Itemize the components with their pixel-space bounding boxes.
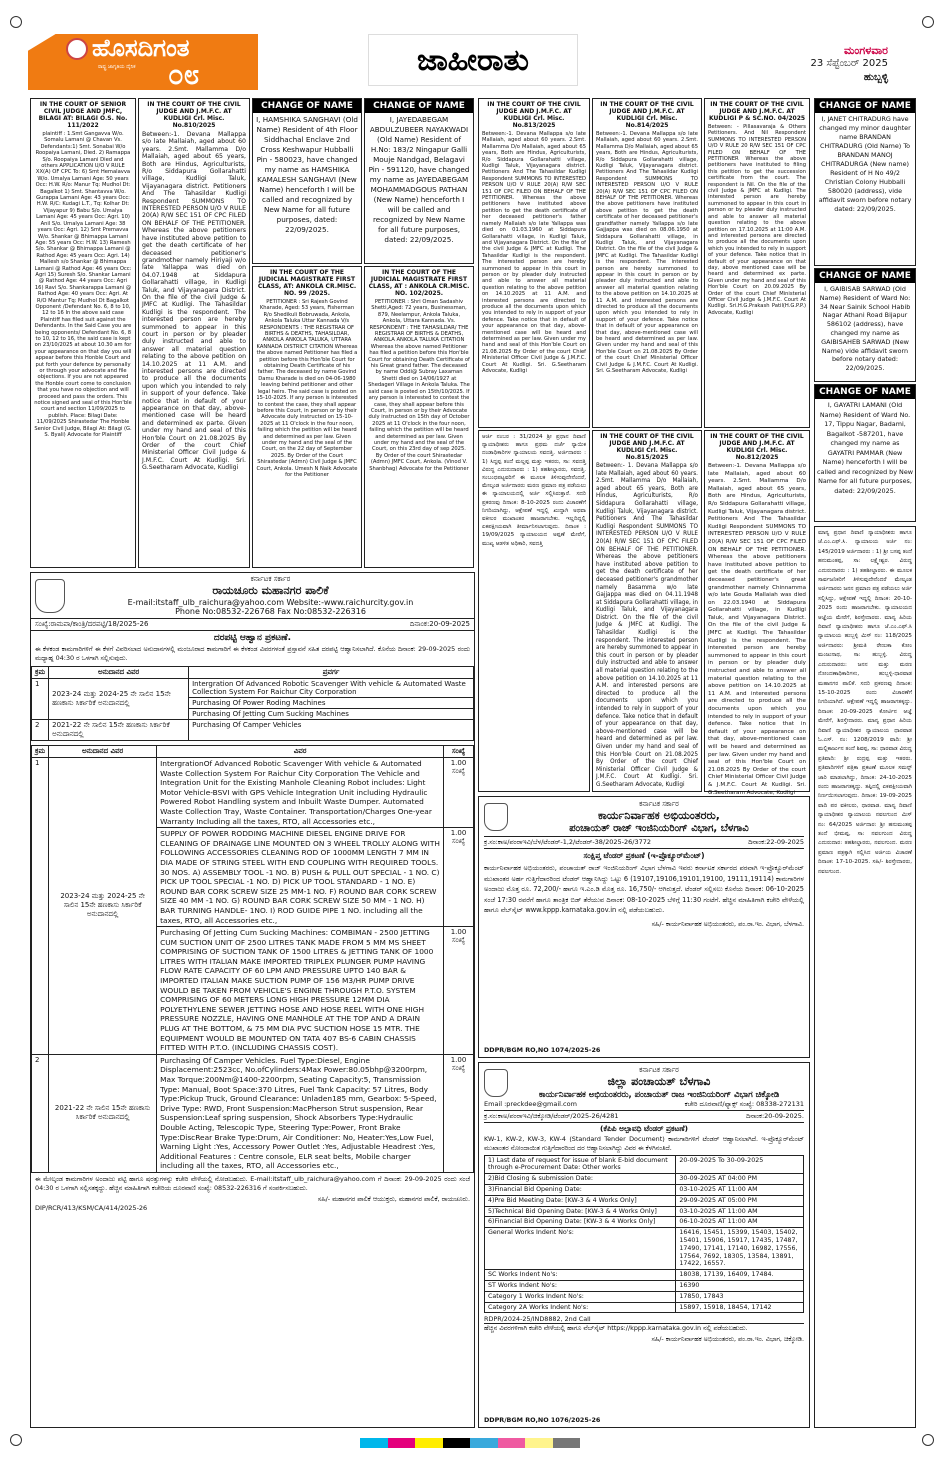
col-header: ಕ್ರಮ — [32, 667, 49, 679]
gov-label: ಕರ್ನಾಟಕ ಸರ್ಕಾರ — [639, 1066, 679, 1074]
karnataka-emblem-icon — [484, 803, 508, 831]
change-body: I, GAYATRI LAMANI (Old Name) Resident of Ward No. 17, Tippu Nagar, Badami, Bagalkot -587201, have changed my name as GAYATRI PAMMAR (New Name) henceforth I will be called and recognized by New Name for all future purposes, dated: 22/09/2025. — [817, 401, 913, 495]
gov-label: ಕರ್ನಾಟಕ ಸರ್ಕಾರ — [639, 800, 679, 808]
ref-number: ಕ್ರ.ಸಂ:ಕಾಅ/ಪಂರಾಇವಿ/ಚಿಕ್ಕೋಡಿ/ಟೆಂಡರ್/2025-26/4281 — [484, 1112, 619, 1120]
notice-title: IN THE COURT OF THE CIVIL JUDGE AND J.M.F.C. AT KUDLIGI Crl. Misc. No.814/2025 — [600, 101, 694, 129]
change-body: I, HAMSHIKA SANGHAVI (Old Name) Resident of 4th Floor Siddhachal Enclave 2nd Cross Keshwapur Hubballi Pin - 580023, have changed my name as HAMSHIKA KAMALESH SANGHAVI (New Name) henceforth I will be called and recognized by New Name for all future purposes, dated: 22/09/2025. — [256, 115, 358, 234]
cell: 29-09-2025 AT 05:00 PM — [676, 1195, 804, 1206]
signer: ಸಹಿ/- ಕಾರ್ಯನಿರ್ವಾಹಕ ಅಭಿಯಂತರರು, ಪಂ.ರಾ.ಇಂ. ವಿಭಾಗ, ಬೆಳಗಾವಿ. — [651, 919, 804, 928]
col-header: ಅನುದಾನದ ವಿವರ — [49, 746, 157, 758]
change-of-name-gaibisab — [814, 268, 916, 382]
notice-intro: ಈ ಕೆಳಕಂಡ ಕಾಮಗಾರಿಗಳಿಗೆ ಈ ಕೆಳಗೆ ವಿವರಿಸಲಾದ ಅನುದಾನಗಳಲ್ಲಿ ಮಂಜೂರಾದ ಕಾಮಗಾರಿಗೆ ಈ ಕೆಳಕಂಡ ವಿವರಗಳಂತೆ ಪ್ರಸ್ತಾವನೆ ಸಹಿತ ದರಪಟ್ಟಿ ಆಹ್ವಾನಿಸಲಾಗಿದೆ. ಕೊನೆಯ ದಿನಾಂಕ: 29-09-2025 ರಂದು ಮಧ್ಯಾಹ್ನ 04:30 ರ ಒಳಗಾಗಿ ಸಲ್ಲಿಸುವುದು. — [35, 645, 470, 662]
cell: Purchasing Of Camper Vehicles. Fuel Type:Diesel, Engine Displacement:2523cc, No.ofCylinders:4Max Power:80.05bhp@3200rpm, Max Torque:200Nm@1400-2200rpm, Seating Capacity:5, Transmission Type: Manual, Boot Space:370 Litres, Fuel Tank Capacity: 57 Litres, Body Type:Pickup Truck, Ground Clearance: Unladen185 mm, Gearbox: 5-Speed, Drive Type: RWD, Front Suspension:MacPherson Strut suspension, Rear Suspension:Leaf spring suspension, Shock Absorbers Type:Hydraulic Double Acting, Telescopic Type, Steering Type:Power, Front Brake Type:DiscRear Brake Type:Drum, Air Conditioner: No, Heater:Yes,Low Fuel, Warning Light :Yes, Accessory Power Outlet :Yes, Adjustable Headrest :Yes, Additional Features : Centre console, ELR seat belts, Mobile charger including all the taxes, RTO, all Accessories etc., — [157, 1054, 444, 1172]
change-of-name-hamshika — [252, 98, 362, 264]
table-row — [485, 1228, 804, 1270]
cell: Intergration Of Advanced Robotic Scavenger With vehicle & Automated Waste Collection System For Raichur City Corporation — [189, 679, 474, 698]
ref-date: ದಿನಾಂಕ:20-09-2025 — [409, 620, 470, 628]
cell: 1.00 ಸಂಖ್ಯೆ — [444, 927, 474, 1055]
col-header: ಕ್ರಮ — [32, 746, 49, 758]
footer-bar: RDPR/2024-25/IND8882, 2nd Call — [484, 1315, 804, 1324]
section-title: ಜಾಹೀರಾತು — [417, 42, 529, 78]
change-head: CHANGE OF NAME — [365, 99, 473, 113]
notice-heading: (ಕೆಪಿಪಿ ಅಲ್ಪಾವಧಿ ಟೆಂಡರ್ ಪ್ರಕಟಣೆ) — [600, 1124, 688, 1133]
dept-name: ಪಂಚಾಯತ್ ರಾಜ್ ಇಂಜಿನಿಯರಿಂಗ್ ವಿಭಾಗ, ಬೆಳಗಾವಿ — [569, 823, 749, 834]
change-head: CHANGE OF NAME — [815, 269, 915, 283]
office-name: ಕಾರ್ಯನಿರ್ವಾಹಕ ಅಭಿಯಂತರರು, — [598, 809, 720, 822]
table-row — [32, 720, 474, 741]
court-notice-kudligi-814 — [592, 98, 702, 428]
registration-mark — [922, 1434, 934, 1446]
change-body: I, JAYEDABEGAM ABDULZUBEER NAYAKWADI (Old Name) Resident of H.No: 183/2 Ningapur Galli Mouje Nandgad, Belagavi Pin - 591120, have changed my name as JAYEDABEGAM MOHAMMADGOUS PATHAN (New Name) henceforth I will be called and recognized by New Name for all future purposes, dated: 22/09/2025. — [368, 115, 470, 244]
court-notice-savadatti — [478, 430, 590, 792]
cell: General Works Indent No's: — [485, 1228, 676, 1270]
cell: 1.00 ಸಂಖ್ಯೆ — [444, 1054, 474, 1172]
notice-body: PETITIONER : Shri Oman Sadashiv Shetti,Aged: 72 years, Businessman, 879, Neelampur, Ankola Taluka, Ankola, Uttara Kannada. Vs. RESPONDENT : THE TAHASILDAR/ THE REGISTRAR OF BIRTHS & DEATHS, ANKOLA ANKOLA TALUKA CITATION Whereas the above named Petitioner has filed a petition before this Hon'ble Court for obtaining Death Certificate of his Great grand father. The deceased by name Oddi@ Subray Laxaman Shetti died on 14/06/1927 at Shedageri Village in Ankola Taluka. The said case is posted on 15th/10/2025. If any person is interested to contest the case, they shall appear before this Court, in person or by their Advocate duly instructed on 15th day of October 2025 at 11 O'clock in the four noon, failing which the petition will be heard and determined as per law. Given under my hand and the seal of the Court, on this 23rd day of sep 2025. By Order of the court Shirastedar (Admn) JMFC Court, Ankola. (Vinod V. Shanbhag) Advocate for the Petitioner — [368, 299, 470, 472]
notice-body: ಆರ್ಜಿ ನಂಬರ : 31/2024 ಶ್ರೀ ಪ್ರಧಾನ ದಿವಾಣಿ ನ್ಯಾಯಾಧೀಶರು ಹಾಗೂ ಪ್ರಥಮ ದರ್ಜೆ ನ್ಯಾಯಿಕ ದಂಡಾಧಿಕಾರಿಗಳ ನ್ಯಾಯಾಲಯ ಸವದತ್ತಿ. ಅರ್ಜಿದಾರರು : 1) ಸಿದ್ದಪ್ಪ ತಂದೆ ಮಲ್ಲಪ್ಪ ಮತ್ತು ಇತರರು, ಸಾ: ಸವದತ್ತಿ ವಿರುದ್ಧ ಎದುರುದಾರರು : 1) ತಹಶೀಲ್ದಾರರು, ಸವದತ್ತಿ. ಸಂಬಂಧಪಟ್ಟವರಿಗೆ ಈ ಮೂಲಕ ತಿಳಿಸುವುದೇನೆಂದರೆ, ಮೇಲ್ಕಂಡ ಅರ್ಜಿದಾರರು ಮರಣ ಪ್ರಮಾಣ ಪತ್ರ ಪಡೆಯಲು ಈ ನ್ಯಾಯಾಲಯದಲ್ಲಿ ಅರ್ಜಿ ಸಲ್ಲಿಸಿರುತ್ತಾರೆ. ಸದರಿ ಪ್ರಕರಣವು ದಿನಾಂಕ: 8-10-2025 ರಂದು ವಿಚಾರಣೆಗೆ ನಿಗದಿಯಾಗಿದ್ದು, ಆಕ್ಷೇಪಣೆ ಇದ್ದಲ್ಲಿ ಖುದ್ದಾಗಿ ಅಥವಾ ವಕೀಲರ ಮುಖಾಂತರ ಹಾಜರಾಗಬೇಕು. ಇಲ್ಲದಿದ್ದಲ್ಲಿ ಏಕಪಕ್ಷೀಯವಾಗಿ ತೀರ್ಮಾನಿಸಲಾಗುವುದು. ದಿನಾಂಕ : 19/09/2025 ನ್ಯಾಯಾಲಯದ ಅಪ್ಪಣೆ ಮೇರೆಗೆ, ಮುಖ್ಯ ಆಡಳಿತ ಅಧಿಕಾರಿ, ಸವದತ್ತಿ — [482, 434, 586, 547]
cell: 2 — [32, 1054, 49, 1172]
cell: Purchasing Of Jetting Cum Sucking Machines: COMBIMAN - 2500 JETTING CUM SUCTION UNIT OF 2500 LITRES TANK MADE FROM 5 MM MS SHEET COMPRISING OF SUCTION TANK OF 1500 LITRES & JETTING TANK OF 1000 LITRES WITH ITALIAN MAKE IMPORTED TRIPLEX PLUNGER PUMP HAVING FLOW RATE CAPACITY OF 60 LPM AND PRESSURE UPTO 140 BAR & IMPORTED ITALIAN MAKE SUCTION PUMP OF 156 M3/HR PUMP DRIVE WOULD BE TAKEN FROM VEHICLE'S ENGINE THROUGH P.T.O. SYSTEM COMPRISING OF 60 METERS LONG HIGH PRESSURE 12MM DIA POLYETHYLENE SEWER JETTING HOSE AND HOSE REEL WITH ONE HIGH PRESSURE NOZZLE, HAVING ONE MANHOLE AT THE TOP AND A DRAIN PLUG AT THE BOTTOM, & 75 MM DIA PVC SUCTION HOSE 15 MTR. THE EQUIPMENT WOULD BE MOUNTED ON TATA 407 BS-6 CABIN CHASSIS FITTED WITH P.T.O. (INCLUDING CHASSIS COST). — [157, 927, 444, 1055]
cell: 15897, 15918, 18454, 17142 — [676, 1302, 804, 1313]
notice-title: IN THE COURT OF THE JUDICIAL MAGISTRATE FIRST CLASS, AT : ANKOLA CR.MISC. NO. 102/2025. — [368, 269, 470, 297]
notice-body: ಕಾರ್ಯನಿರ್ವಾಹಕ ಅಭಿಯಂತರರು, ಪಂಚಾಯತ್ ರಾಜ್ ಇಂಜಿನಿಯರಿಂಗ್ ವಿಭಾಗ ಬೆಳಗಾವಿ ಇವರು ಕರ್ನಾಟಕ ಸರ್ಕಾರದ ಪರವಾಗಿ ಇ-ಪ್ರೊಕ್ಯೂರ್‌ಮೆಂಟ್ ಮುಖಾಂತರ ಅರ್ಹ ಗುತ್ತಿಗೆದಾರರಿಂದ ಟೆಂಡರ್ ಆಹ್ವಾನಿಸಿದ್ದು ಒಟ್ಟು 6 (19107,19106,19101,19100, 19111,19114) ಕಾಮಗಾರಿಗಳ ಅಂದಾಜು ಮೊತ್ತ ರೂ. 72,200/- ಹಾಗೂ ಇ.ಎಂ.ಡಿ ಮೊತ್ತ ರೂ. 16,750/- ಆಗಿರುತ್ತದೆ. ಟೆಂಡರ್ ಸಲ್ಲಿಸಲು ಕೊನೆಯ ದಿನಾಂಕ: 06-10-2025 ಸಂಜೆ 17:30 ರವರೆಗೆ ಹಾಗೂ ತಾಂತ್ರಿಕ ಬಿಡ್ ತೆರೆಯುವ ದಿನಾಂಕ: 08-10-2025 ಬೆಳಿಗ್ಗೆ 11:30 ಗಂಟೆಗೆ. ಹೆಚ್ಚಿನ ಮಾಹಿತಿಗಾಗಿ ಕಚೇರಿ ವೇಳೆಯಲ್ಲಿ ಹಾಗೂ ವೆಬ್‌ಸೈಟ್ www.kppp.karnataka.gov.in ನಲ್ಲಿ ಪಡೆಯಬಹುದು. — [484, 864, 804, 914]
karnataka-emblem-icon — [484, 1069, 508, 1097]
ro-number: DDPR/BGM RO,NO 1076/2025-26 — [484, 1416, 601, 1424]
notice-heading: ದರಪಟ್ಟಿ ಆಹ್ವಾನ ಪ್ರಕಟಣೆ. — [213, 633, 292, 643]
signer: ಸಹಿ/- ಮಹಾನಗರ ಪಾಲಿಕೆ ಆಯುಕ್ತರು, ಮಹಾನಗರ ಪಾಲಿಕೆ, ರಾಯಚೂರು. — [317, 1194, 470, 1203]
cell: 1 — [32, 679, 49, 720]
table-row — [485, 1270, 804, 1281]
cell: SUPPLY OF POWER RODDING MACHINE DIESEL ENGINE DRIVE FOR CLEANING OF DRAINAGE LINE MOUNTED ON 3 WHEEL TROLLY ALONG WITH FOLLOWING ACCESSORIES CLEANING ROD OF 1000MM LENGTH 7 MM IN DIA MADE OF STRING STEEL WITH END COUPLING WITH REQUIRED TOOLS. 30 NOS. A) ASSEMBLY TOOL -1 NO. B) PUSH & PULL OUT SPECIAL - 1 NO. C) PICK UP TOOL SPECIAL -1 NO. D) PICK UP TOOL STANDARD - 1 NO. E) ROUND BAR CORK SCREW SIZE 25 MM-1 NO. F) ROUND BAR CORK SCREW SIZE 40 MM -1 NO. G) ROUND BAR CORK SCREW SIZE 50 MM - 1 NO. H) BAR TURNING HANDLE- 1NO. I) ROD GUIDE PIPE 1 NO. including all the taxes, RTO, all Accessories etc., — [157, 828, 444, 927]
cell: 06-10-2025 AT 11:00 AM — [676, 1217, 804, 1228]
court-notice-kudligi-810 — [138, 98, 250, 568]
court-notice-kudligi-812 — [704, 430, 810, 796]
notice-body: PETITIONER : Sri Rajesh Govind Kharade, Aged: 53 years, Fisherman R/o Shedikuli Bobruwada, Ankola, Ankola Taluka Uttar Kannada V/s RESPONDENTS : THE REGISTRAR OF BIRTHS & DEATHS, TAHASILDAR, ANKOLA ANKOLA TALUKA, UTTARA KANNADA DISTRICT CITATION Whereas the above named Petitioner has filed a petition before this Hon'ble Court for obtaining Death Certificate of his father. The deceased by name Govind Damu Kharade is died on 04-06-1980 leaving behind petitioner and other legal heirs. The said case is posted on 15-10-2025. If any person is interested to contest the case, they shall appear before this Court, in person or by their Advocate duly instructed on 15-10-2025 at 11 O'clock in the four noon, failing which the petition will be heard and determined as per law. Given under my hand and the seal of the Court, on the 22 day of September 2025. By Order of the Court Shirastedar (Admn) Civil Judge & JMFC Court, Ankola. Umesh N Naik Advocate for the Petitioner — [256, 299, 358, 478]
table-row — [485, 1155, 804, 1174]
ref-date: ದಿನಾಂಕ:20-09-2025. — [746, 1112, 804, 1120]
col-header: ಅನುದಾನದ ವಿವರ — [49, 667, 189, 679]
cell: 2)Bid Closing & submission Date: — [485, 1174, 676, 1185]
cell: 03-10-2025 AT 11:00 AM — [676, 1184, 804, 1195]
change-body: I, JANET CHITRADURG have changed my minor daughter name BRANDAN CHITRADURG (Old Name) To BRANDAN MANOJ CHITRADURGA (New name) Resident of H No 49/2 Christian Colony Hubballi 580020 (address), vide affidavit sworn before notary dated: 22/09/2025. — [818, 115, 912, 213]
cell: Purchasing Of Jetting Cum Sucking Machines — [189, 709, 474, 720]
cell: 5)Technical Bid Opening Date: [KW-3 & 4 Works Only] — [485, 1206, 676, 1217]
cell: 2021-22 ನೇ ಸಾಲಿನ 15ನೇ ಹಣಕಾಸು ಸಿರ್ಕಾರಿಕೆ ಅನುದಾನದಲ್ಲಿ — [49, 720, 189, 741]
change-head: CHANGE OF NAME — [815, 385, 915, 399]
cell: 1) Last date of request for issue of blank E-bid document through e-Procurement Date: Other works — [485, 1155, 676, 1174]
office-email: E-mail:itstaff_ulb_raichura@yahoo.com Website:-www.raichurcity.gov.in — [127, 598, 414, 607]
table-row — [485, 1280, 804, 1291]
change-head: CHANGE OF NAME — [815, 99, 915, 113]
court-notice-ankola-99 — [252, 266, 362, 568]
cell: 4)Pre Bid Meeting Date: [KW-3 & 4 Works Only] — [485, 1195, 676, 1206]
cell: 2 — [32, 720, 49, 741]
notice-title: IN THE COURT OF SENIOR CIVIL JUDGE AND JMFC, BILAGI AT: BILAGI O.S. No. 111/2022 — [38, 101, 128, 129]
registration-mark — [10, 1434, 22, 1446]
masthead-city: ಹುಬ್ಬಳ್ಳಿ — [863, 72, 888, 83]
court-notice-ankola-102 — [364, 266, 474, 568]
cell: 3)Financial Bid Opening Date: — [485, 1184, 676, 1195]
notice-body: Between:- 1. Devana Mallappa s/o late Mallaiah, aged about 60 years. 2.Smt. Mallamma D/o Mallaiah, aged about 65 years, Both are Hindus, Agriculturists, R/o Siddapura Gollarahatti village, Kudligi Taluk, Vijayanagara district. Petitioners And The Tahasildar Kudligi Respondent SUMMONS TO INTERESTED PERSON U/O V RULE 20(A) R/W SEC 151 OF CPC FILED ON BEHALF OF THE PETITIONER. Whereas the above petitioners have instituted above petition to get the death certificate of her deceased petitioner's grandmother namely Basamma w/o late Gajjappa was died on 04.11.1948 at Siddapura Gollarahatti village, in Kudligi Taluk, and Vijayanagara District. On the file of the civil Judge & JMFC at Kudligi. The Tahasildar Kudligi is the respondent. The interested person are hereby summoned to appear in this court in person or by pleader duly instructed and able to answer all material question relating to the above petition on 14.10.2025 at 11 A.M. and interested persons are directed to produce all the documents upon which you intended to rely in support of your defence. Take notice that in default of your appearance on that day, above-mentioned case will be heard and determined as per law. Given under my hand and seal of this Hon'ble Court on 21.08.2025 By Order of the court Chief Ministerial Officer Civil Judge & J.M.F.C. Court At Kudligi. Sri. G.Seetharam Advocate, Kudligi — [596, 463, 698, 788]
change-of-name-gayatri — [814, 384, 916, 522]
gov-label: ಕರ್ನಾಟಕ ಸರ್ಕಾರ — [250, 575, 291, 583]
cell: 16416, 15451, 15399, 15403, 15402, 15401, 15906, 15917, 17435, 17487, 17490, 17141, 17140, 16982, 17556, 17564, 7692, 18305, 13584, 13891, 17422, 16557. — [676, 1228, 804, 1270]
karnataka-emblem-icon — [35, 579, 65, 613]
tender-dates-table — [484, 1155, 804, 1314]
ref-number: ಸಂಖ್ಯೆ:ರಾಮಪಾ/ಕಾಂತ್ರಿ/ದರಪಟ್ಟಿ/18/2025-26 — [35, 620, 149, 628]
tagline: ರಾಷ್ಟ್ರ ಜಾಗೃತಿಯ ದೈನಿಕ — [98, 64, 136, 70]
notice-title: IN THE COURT OF THE JUDICIAL MAGISTRATE FIRST CLASS, AT: ANKOLA CR.MISC. NO. 99 /2025. — [257, 269, 357, 297]
change-of-name-janet — [814, 98, 916, 266]
table-row — [485, 1184, 804, 1195]
notice-footer: ಈ ಮೇಲ್ಕಂಡ ಕಾಮಗಾರಿಗಳ ಅಂದಾಜು ಪಟ್ಟಿ ಹಾಗೂ ಷರತ್ತುಗಳನ್ನು ಕಚೇರಿ ವೇಳೆಯಲ್ಲಿ ನೋಡಬಹುದು. E-mail:itstaff_ulb_raichura@yahoo.com ಗೆ ದಿನಾಂಕ: 29-09-2025 ರಂದು ಸಂಜೆ 04:30 ರ ಒಳಗಾಗಿ ಸಲ್ಲಿಸತಕ್ಕದ್ದು. ಹೆಚ್ಚಿನ ಮಾಹಿತಿಗಾಗಿ ಕಚೇರಿಯ ದೂರವಾಣಿ ಸಂಖ್ಯೆ: 08532-226316 ಗೆ ಸಂಪರ್ಕಿಸಬಹುದು. — [35, 1174, 470, 1192]
masthead-day: ಮಂಗಳವಾರ — [843, 44, 888, 57]
notice-body: Between:-1. Devana Mallappa s/o late Mallaiah, aged about 60 years. 2.Smt. Mallamma D/o Mallaiah, aged about 65 years, Both are Hindus, Agriculturists, R/o Siddapura Gollarahatti village, Kudligi Taluk, Vijayanagara district. Petitioners And The Tahasildar Kudligi Respondent SUMMONS TO INTERESTED PERSON U/O V RULE 20(A) R/W SEC 151 OF CPC FILED ON BEHALF OF THE PETITIONER. Whereas the above petitioners have instituted above petition to get the death certificate of her deceased petitioner's great grandmother namely Chinnamma w/o late Gouda Mallaiah was died on 22.03.1940 at Siddapura Gollarahatti village, in Kudligi Taluk, and Vijayanagara District. On the file of the civil Judge & JMFC at Kudligi. The Tahasildar Kudligi is the respondent. The interested person are hereby summoned to appear in this court in person or by pleader duly instructed and able to answer all material question relating to the above petition on 14.10.2025 at 11 A.M. and interested persons are directed to produce all the documents upon which you intended to rely in support of your defence. Take notice that in default of your appearance on that day, above-mentioned case will be heard and determined as per law. Given under my hand and seal of this Hon'ble Court on 21.08.2025 By Order of the court Chief Ministerial Officer Civil Judge & J.M.F.C. Court At Kudligi. Sri. G.Seetharam Advocate, Kudligi — [708, 463, 806, 796]
ref-number: ಕ್ರ.ಸಂ:ಕಾಅ/ಪಂರಾಇವಿ/ಬೆಳ/ಟೆಂಡರ್-1,2/ಟೆಂಡರ್-38/2025-26/3772 — [484, 838, 652, 846]
cell: 1.00 ಸಂಖ್ಯೆ — [444, 758, 474, 828]
ro-number: DDPR/BGM RO,NO 1074/2025-26 — [484, 1046, 601, 1054]
signer: ಸಹಿ/- ಕಾರ್ಯನಿರ್ವಾಹಕ ಅಭಿಯಂತರರು, ಪಂ.ರಾ.ಇಂ. ವಿಭಾಗ, ಚಿಕ್ಕೋಡಿ. — [651, 1334, 804, 1343]
table-row — [485, 1302, 804, 1313]
ro-number: DIP/RCR/413/KSM/CA/414/2025-26 — [35, 1203, 148, 1212]
notice-title: IN THE COURT OF THE CIVIL JUDGE AND J.M.F.C. AT KUDLIGI Crl. Misc. No.815/2025 — [600, 433, 694, 461]
cell: 03-10-2025 AT 11:00 AM — [676, 1206, 804, 1217]
table-row — [485, 1206, 804, 1217]
registration-mark — [10, 16, 22, 28]
cell: Purchasing Of Camper Vehicles — [189, 720, 474, 741]
pri-belagavi-tender-ad — [478, 796, 810, 1058]
cell: IntergrationOf Advanced Robotic Scavenger With vehicle & Automated Waste Collection System For Raichur City Corporation The Vehicle and Integration Unit for the Existing Manhole Cleaning Robot includes: Light Motor Vehicle-BSVI with GPS Vehicle Integration Unit including Hydraulic Powered Robot Handling system and Inbuilt Waste Dumper. Automated Waste Collection Tray, Waste Container. Transportation/Charges One-year Warranty Including all the taxes, RTO, all Accessories etc., — [157, 758, 444, 828]
office-phone: Phone No:08532-226768 Fax No:08532-226316 — [175, 607, 366, 616]
col-header: ಪ್ರವರ್ಗ — [189, 667, 474, 679]
notice-heading: ಸಂಕ್ಷಿಪ್ತ ಟೆಂಡರ್ ಪ್ರಕಟಣೆ (ಇ-ಪ್ರೊಕ್ಯೂರ್‌ಮೆಂಟ್) — [583, 851, 705, 860]
page-number: ೦೮ — [168, 58, 200, 91]
court-notice-kudligi-815 — [592, 430, 702, 792]
cell: 2023-24 ಮತ್ತು 2024-25 ನೇ ಸಾಲಿನ 15ನೇ ಹಣಕಾಸು ಸಿರ್ಕಾರಿಕೆ ಅನುದಾನದಲ್ಲಿ — [49, 679, 189, 720]
notice-title: IN THE COURT OF THE CIVIL JUDGE AND J.M.F.C. AT KUDLIGI Crl. Misc. No.812/2025 — [710, 433, 804, 461]
office-email: Email :preckdee@gmail.com — [484, 1100, 577, 1108]
table-row — [485, 1291, 804, 1302]
table-row — [485, 1174, 804, 1185]
detail-table — [31, 745, 474, 1173]
cell: 1 — [32, 758, 49, 1055]
ref-date: ದಿನಾಂಕ:22-09-2025 — [748, 838, 804, 846]
table-row — [32, 679, 474, 698]
cell: 2021-22 ನೇ ಸಾಲಿನ 15ನೇ ಹಣಕಾಸು ಸಿರ್ಕಾರಿಕೆ ಅನುದಾನದಲ್ಲಿ — [49, 1054, 157, 1172]
cell: 30-09-2025 AT 04:00 PM — [676, 1174, 804, 1185]
table-row — [485, 1195, 804, 1206]
cell: 16390 — [676, 1280, 804, 1291]
table-row — [32, 1054, 474, 1172]
paper-name: ಹೊಸದಿಗಂತ — [92, 34, 190, 62]
masthead — [28, 30, 918, 90]
cell: Purchasing Of Power Roding Machines — [189, 698, 474, 709]
summary-table — [31, 666, 474, 741]
dept-name: ಕಾರ್ಯನಿರ್ವಾಹಕ ಅಭಿಯಂತರರು, ಪಂಚಾಯತ್ ರಾಜ ಇಂಜಿನಿಯರಿಂಗ್ ವಿಭಾಗ ಚಿಕ್ಕೋಡಿ — [538, 1089, 780, 1099]
cell: 2023-24 ಮತ್ತು 2024-25 ನೇ ಸಾಲಿನ 15ನೇ ಹಣಕಾಸು ಸಿರ್ಕಾರಿಕೆ ಅನುದಾನದಲ್ಲಿ — [49, 758, 157, 1055]
cell: 17850, 17843 — [676, 1291, 804, 1302]
notice-body: Between: - Pillasavaraja & Others Petitioners. And Nil Respondent SUMMONS TO INTERESTED PERSON U/O V RULE 20 R/W SEC 151 OF CPC FILED ON BEHALF OF THE PETITIONER Whereas the above petitioners have instituted to filing this petition to get the succession certificate from the court. The respondent is Nil. On the file of the civil Judge & JMFC at Kudligi. The interested person are hereby summoned to appear in this court in person or by pleader duly instructed and able to answer all material question relating to the above petition on 17.10.2025 at 11:00 A.M. and interested persons are directed to produce all the documents upon which you intended to rely in support of your defence. Take notice that in default of your appearance on that day, above mentioned case will be heard and determined ex parte. Given under my hand and seal of this Hon'ble Court on 20.09.2025 By Order of the court Chief Ministerial Officer Civil Judge & J.M.F.C. Court At Kudligi. Sri.H.G.Prakash Patil(H.G.P.P.) Advocate, Kudligi — [708, 124, 806, 316]
section-title-box — [368, 34, 578, 86]
cell: Category 1 Works Indent No's: — [485, 1291, 676, 1302]
court-notice-kudligi-813 — [478, 98, 590, 428]
notice-body: Between:-1. Devana Mallappa s/o late Mallaiah, aged about 60 years. 2.Smt. Mallamma D/o Mallaiah, aged about 65 years, Both are Hindus, Agriculturists, R/o Siddapura Gollarahatti village, Kudligi Taluk, Vijayanagara district. Petitioners And The Tahasildar Kudligi Respondent SUMMONS TO INTERESTED PERSON U/O V RULE 20(A) R/W SEC 151 OF CPC FILED ON BEHALF OF THE PETITIONER. Whereas the above petitioners have instituted above petition to get the death certificate of her deceased petitioner's father namely Mallaiah s/o late Yallappa was died on 01.03.1960 at Siddapura Gollarahatti village, in Kudligi Taluk, and Vijayanagara District. On the file of the civil Judge & JMFC at Kudligi. The Tahasildar Kudligi is the respondent. The interested person are hereby summoned to appear in this court in person or by pleader duly instructed and able to answer all material question relating to the above petition on 14.10.2025 at 11 A.M. and interested persons are directed to produce all the documents upon which you intended to rely in support of your defence. Take notice that in default of your appearance on that day, above-mentioned case will be heard and determined as per law. Given under my hand and seal of this Hon'ble Court on 21.08.2025 By Order of the court Chief Ministerial Officer Civil Judge & J.M.F.C. Court At Kudligi. Sri. G.Seetharam Advocate, Kudligi — [482, 131, 586, 375]
cell: 20-09-2025 To 30-09-2025 — [676, 1155, 804, 1174]
cell: 1.00 ಸಂಖ್ಯೆ — [444, 828, 474, 927]
cell: Category 2A Works Indent No's: — [485, 1302, 676, 1313]
notice-title: IN THE COURT OF THE CIVIL JUDGE AND J.M.F.C. AT KUDLIGI Crl. Misc. No.813/2025 — [487, 101, 581, 129]
notice-title: IN THE COURT OF THE CIVIL JUDGE AND J.M.F.C. AT KUDLIGI P & SC.NO. 04/2025 — [708, 101, 806, 122]
change-of-name-jayedabegam — [364, 98, 474, 264]
table-row — [485, 1217, 804, 1228]
col-header: ವಿವರ — [157, 746, 444, 758]
col-header: ಸಂಖ್ಯೆ — [444, 746, 474, 758]
notice-body: ಮಾನ್ಯ ಪ್ರಧಾನ ದಿವಾಣಿ ನ್ಯಾಯಾಧೀಶರು ಹಾಗೂ ಜೆ.ಎಂ.ಎಫ್.ಸಿ. ನ್ಯಾಯಾಲಯ ಅರ್ಜಿ ನಂ: 145/2019 ಅರ್ಜಿದಾರರು : 1) ಶ್ರೀ ಬಸಪ್ಪ ತಂದೆ ಹನುಮಂತಪ್ಪ, ಸಾ: ಲಕ್ಷ್ಮೇಶ್ವರ. ವಿರುದ್ಧ ಎದುರುದಾರರು : 1) ತಹಶೀಲ್ದಾರರು. ಈ ಮೂಲಕ ಸಾರ್ವಜನಿಕರಿಗೆ ತಿಳಿಸುವುದೇನೆಂದರೆ ಮೇಲ್ಕಂಡ ಅರ್ಜಿದಾರರು ಜನನ ಪ್ರಮಾಣ ಪತ್ರ ಪಡೆಯಲು ಅರ್ಜಿ ಸಲ್ಲಿಸಿದ್ದು, ಆಕ್ಷೇಪಣೆ ಇದ್ದಲ್ಲಿ ದಿನಾಂಕ: 20-10-2025 ರಂದು ಹಾಜರಾಗಬೇಕು. ನ್ಯಾಯಾಲಯದ ಆಜ್ಞೆಯ ಮೇರೆಗೆ, ಶಿರಸ್ತೇದಾರರು. ಮಾನ್ಯ ಹಿರಿಯ ದಿವಾಣಿ ನ್ಯಾಯಾಧೀಶರು ಹಾಗೂ ಜೆ.ಎಂ.ಎಫ್.ಸಿ ನ್ಯಾಯಾಲಯ ಹುಬ್ಬಳ್ಳಿ ಮಿಸ್ ನಂ: 118/2025 ಅರ್ಜಿದಾರರು: ಶ್ರೀಮತಿ ರೇಣುಕಾ ಕೋಂ ಮಂಜುನಾಥ, ಸಾ: ಹುಬ್ಬಳ್ಳಿ. ವಿರುದ್ಧ ಎದುರುದಾರರು: ಜನನ ಮತ್ತು ಮರಣ ನೋಂದಣಾಧಿಕಾರಿಗಳು, ಹುಬ್ಬಳ್ಳಿ-ಧಾರವಾಡ ಮಹಾನಗರ ಪಾಲಿಕೆ. ಸದರಿ ಪ್ರಕರಣವು ದಿನಾಂಕ: 15-10-2025 ರಂದು ವಿಚಾರಣೆಗೆ ನಿಗದಿಯಾಗಿದೆ. ಆಕ್ಷೇಪಣೆ ಇದ್ದಲ್ಲಿ ಹಾಜರಾಗತಕ್ಕದ್ದು. ದಿನಾಂಕ: 20-09-2025 ಕೋರ್ಟಿನ ಆಜ್ಞೆ ಮೇರೆಗೆ, ಶಿರಸ್ತೇದಾರರು. ಮಾನ್ಯ ಪ್ರಧಾನ ಹಿರಿಯ ದಿವಾಣಿ ನ್ಯಾಯಾಧೀಶರ ನ್ಯಾಯಾಲಯ ಧಾರವಾಡ ಓ.ಎಸ್. ನಂ: 1208/2019 ವಾದಿ: ಶ್ರೀ ಮಲ್ಲಿಕಾರ್ಜುನ ತಂದೆ ಶಿವಪ್ಪ, ಸಾ: ಧಾರವಾಡ ವಿರುದ್ಧ ಪ್ರತಿವಾದಿ: ಶ್ರೀ ರುದ್ರಪ್ಪ ಮತ್ತು ಇತರರು. ಪ್ರತಿವಾದಿಗಳಿಗೆ ಪತ್ರಿಕಾ ಪ್ರಕಟಣೆ ಮೂಲಕ ಸಮನ್ಸ್ ಜಾರಿ ಮಾಡಲಾಗಿದ್ದು, ದಿನಾಂಕ: 24-10-2025 ರಂದು ಹಾಜರಾಗತಕ್ಕದ್ದು. ತಪ್ಪಿದಲ್ಲಿ ಏಕಪಕ್ಷೀಯವಾಗಿ ನಿರ್ಣಯಿಸಲಾಗುವುದು. ದಿನಾಂಕ: 19-09-2025 ವಾದಿ ಪರ ವಕೀಲರು, ಧಾರವಾಡ. ಮಾನ್ಯ ದಿವಾಣಿ ನ್ಯಾಯಾಧೀಶರ ನ್ಯಾಯಾಲಯ ನವಲಗುಂದ ಮಿಸ್ ನಂ: 64/2025 ಅರ್ಜಿದಾರ: ಶ್ರೀ ಹನುಮಂತಪ್ಪ ತಂದೆ ಭೀಮಪ್ಪ, ಸಾ: ನವಲಗುಂದ ವಿರುದ್ಧ ಎದುರುದಾರ: ತಹಶೀಲ್ದಾರರು, ನವಲಗುಂದ. ಮರಣ ಪ್ರಮಾಣ ಪತ್ರಕ್ಕಾಗಿ ಸಲ್ಲಿಸಿದ ಅರ್ಜಿಯ ವಿಚಾರಣೆ ದಿನಾಂಕ: 17-10-2025. ಸಹಿ/- ಶಿರಸ್ತೇದಾರರು, ನವಲಗುಂದ. — [818, 530, 912, 875]
change-head: CHANGE OF NAME — [253, 99, 361, 113]
notice-body: Between:-1. Devana Mallappa s/o late Mallaiah, aged about 60 years. 2.Smt. Mallamma D/o Mallaiah, aged about 65 years, Both are Hindus, Agriculturists, R/o Siddapura Gollarahatti village, Kudligi Taluk, Vijayanagara district. Petitioners And The Tahasildar Kudligi Respondent SUMMONS TO INTERESTED PERSON U/O V RULE 20(A) R/W SEC 151 OF CPC FILED ON BEHALF OF THE PETITIONER. Whereas the above petitioners have instituted above petition to get the death certificate of her deceased petitioner's grandfather namely Yallappa s/o late Gajjappa was died on 08.06.1950 at Siddapura Gollarahatti village, in Kudligi Taluk, and Vijayanagara District. On the file of the civil Judge & JMFC at Kudligi. The Tahasildar Kudligi is the respondent. The interested person are hereby summoned to appear in this court in person or by pleader duly instructed and able to answer all material question relating to the above petition on 14.10.2025 at 11 A.M. and interested persons are directed to produce all the documents upon which you intended to rely in support of your defence. Take notice that in default of your appearance on that day, above-mentioned case will be heard and determined as per law. Given under my hand and seal of this Hon'ble Court on 21.08.2025 By Order of the court Chief Ministerial Officer Civil Judge & J.M.F.C. Court At Kudligi. Sri. G.Seetharam Advocate, Kudligi — [596, 131, 698, 375]
court-notice-bilagi — [30, 98, 136, 568]
color-bar — [360, 1438, 580, 1448]
notice-title: IN THE COURT OF THE CIVIL JUDGE AND J.M.F.C. AT KUDLIGI Crl. Misc. No.810/2025 — [147, 101, 241, 129]
office-phone: ಕಚೇರಿ ದೂರವಾಣಿ/ಫ್ಯಾಕ್ಸ್ ಸಂಖ್ಯೆ: 08338-272131 — [684, 1100, 804, 1108]
notice-intro: KW-1, KW-2, KW-3, KW-4 (Standard Tender Document) ಕಾಮಗಾರಿಗಳಿಗೆ ಟೆಂಡರ್ ಆಹ್ವಾನಿಸಲಾಗಿದೆ. ಇ-ಪ್ರೊಕ್ಯೂರ್‌ಮೆಂಟ್ ಮುಖಾಂತರ ನೋಂದಾಯಿತ ಗುತ್ತಿಗೆದಾರರಿಂದ ದರ ಆಹ್ವಾನಿಸಲಾಗಿದ್ದು ವಿವರ ಈ ಕೆಳಗಿನಂತಿದೆ. — [484, 1135, 804, 1152]
cell: 18038, 17139, 16409, 17484. — [676, 1270, 804, 1281]
office-name: ಜಿಲ್ಲಾ ಪಂಚಾಯತ್ ಬೆಳಗಾವಿ — [607, 1075, 711, 1088]
notice-body: Between:-1. Devana Mallappa s/o late Mallaiah, aged about 60 years. 2.Smt. Mallamma D/o Mallaiah, aged about 65 years, Both are Hindus, Agriculturists, R/o Siddapura Gollarahatti village, Kudligi Taluk, Vijayanagara district. Petitioners And The Tahasildar Kudligi Respondent SUMMONS TO INTERESTED PERSON U/O V RULE 20(A) R/W SEC 151 OF CPC FILED ON BEHALF OF THE PETITIONER. Whereas the above petitioners have instituted above petition to get the death certificate of her deceased petitioner's grandmother namely Hiriyaji w/o late Yallappa was died on 04.07.1948 at Siddapura Gollarahatti village, in Kudligi Taluk, and Vijayanagara District. On the file of the civil Judge & JMFC at Kudligi. The Tahasildar Kudligi is the respondent. The interested person are hereby summoned to appear in this court in person or by pleader duly instructed and able to answer all material question relating to the above petition on 14.10.2025 at 11 A.M. and interested persons are directed to produce all the documents upon which you intended to rely in support of your defence. Take notice that in default of your appearance on that day, above-mentioned case will be heard and determined ex parte. Given under my hand and seal of this Hon'ble Court on 21.08.2025 By Order of the court Chief Ministerial Officer Civil Judge & J.M.F.C. Court At Kudligi. Sri. G.Seetharam Advocate, Kudligi — [142, 131, 246, 472]
table-row — [32, 758, 474, 828]
logo-emblem-icon — [66, 38, 88, 60]
court-notice-kudligi-ps — [704, 98, 810, 428]
masthead-date: 23 ಸೆಪ್ಟೆಂಬರ್ 2025 — [810, 58, 888, 69]
raichur-tender-ad — [30, 572, 475, 1428]
registration-mark — [922, 16, 934, 28]
notice-footer: ಹೆಚ್ಚಿನ ವಿವರಗಳಿಗಾಗಿ ಕಚೇರಿ ವೇಳೆಯಲ್ಲಿ ಹಾಗೂ ವೆಬ್‌ಸೈಟ್ https://kppp.karnataka.gov.in ನಲ್ಲಿ ಪಡೆಯಬಹುದು. — [484, 1324, 748, 1333]
pri-chikkodi-tender-ad — [478, 1062, 810, 1428]
cell: 6)Financial Bid Opening Date: [KW-3 & 4 Works Only] — [485, 1217, 676, 1228]
cell: ST Works Indent No's: — [485, 1280, 676, 1291]
kannada-court-notices-column — [814, 526, 916, 1428]
office-name: ರಾಯಚೂರು ಮಹಾನಗರ ಪಾಲಿಕೆ — [212, 584, 329, 597]
cell: SC Works Indent No's: — [485, 1270, 676, 1281]
notice-body: plaintiff : 1.Smt Gangavva W/o. Somalu Lamani @ Chavan Vs. Defendants:1) Smt. Sonabai W/o Roopaiya Lamani, Died. 2) Ramappa S/o. Roopaiya Lamani Died and others APPLICATION U/O V RULE XX(A) OF CPC To: 6) Smt Hemalavva W/o. Umalya Lamani Age: 50 years Occ: H.W. R/o: Manur Tq: Mudhol Dt: Bagalkot 1) Smt. Shantavva W/o. Gurappa Lamani Age: 43 years Occ: H.W. R/C: Kudagi L.T., Tq: Kolhar Dt: Vijayapur 9) Babu S/o. Umalya Lamani Age: 45 years Occ: Agri. 10) Anil S/o. Umalya Lamani Age: 38 years Occ: Agri. 12) Smt Premavva W/o. Shankar @ Bhimappa Lamani Age: 55 years Occ: H.W. 13) Ramesh S/o. Shankar @ Bhimappa Lamani @ Rathod Age: 45 years Occ: Agri. 14) Mallesh s/o Shankar @ Bhimappa Lamani @ Rathod Age: 46 years Occ: Agri 15) Suresh S/o. Shankar Lamani @ Rathod Age: 44 years Occ: Agri 16) Ravi S/o. Shankarappa Lamani @ Rathod Age: 40 years Occ: Agri. At R/O Mantur Tq: Mudhol Dt Bagalkot Opponent /Defendant No. 6, 8 to 10, 12 to 16 In the above said case Plaintiff has filed suit against the Defendants. In the Said Case you are being opponents/ Defendant No. 6, 8 to 10, 12 to 16, the said case is kept on 23/10/2025 at about 10.30 am for your appearance on that day you will appear before this Honble Court and put forth your defence by personally or through your advocate and file objections. If you are not appeared the Honble court come to conclusion that you have no objection and will proceed and pass the orders. This notice signed and seal of this Hon'ble court and section 11/09/2025 to publish. Place: Bilagi Date: 11/09/2025 Shirastedar The Honble Senior Civil Judge, Bilagi At: Bilagi (G. S. Byali) Advocate for Plaintiff — [34, 131, 132, 439]
change-body: I, GAIBISAB SARWAD (Old Name) Resident of Ward No: 34 Near Sainik School Habib Nagar Athani Road Bijapur 586102 (address), have changed my name as GAIBISAHEB SARWAD (New Name) vide affidavit sworn before notary dated: 22/09/2025. — [819, 285, 911, 373]
